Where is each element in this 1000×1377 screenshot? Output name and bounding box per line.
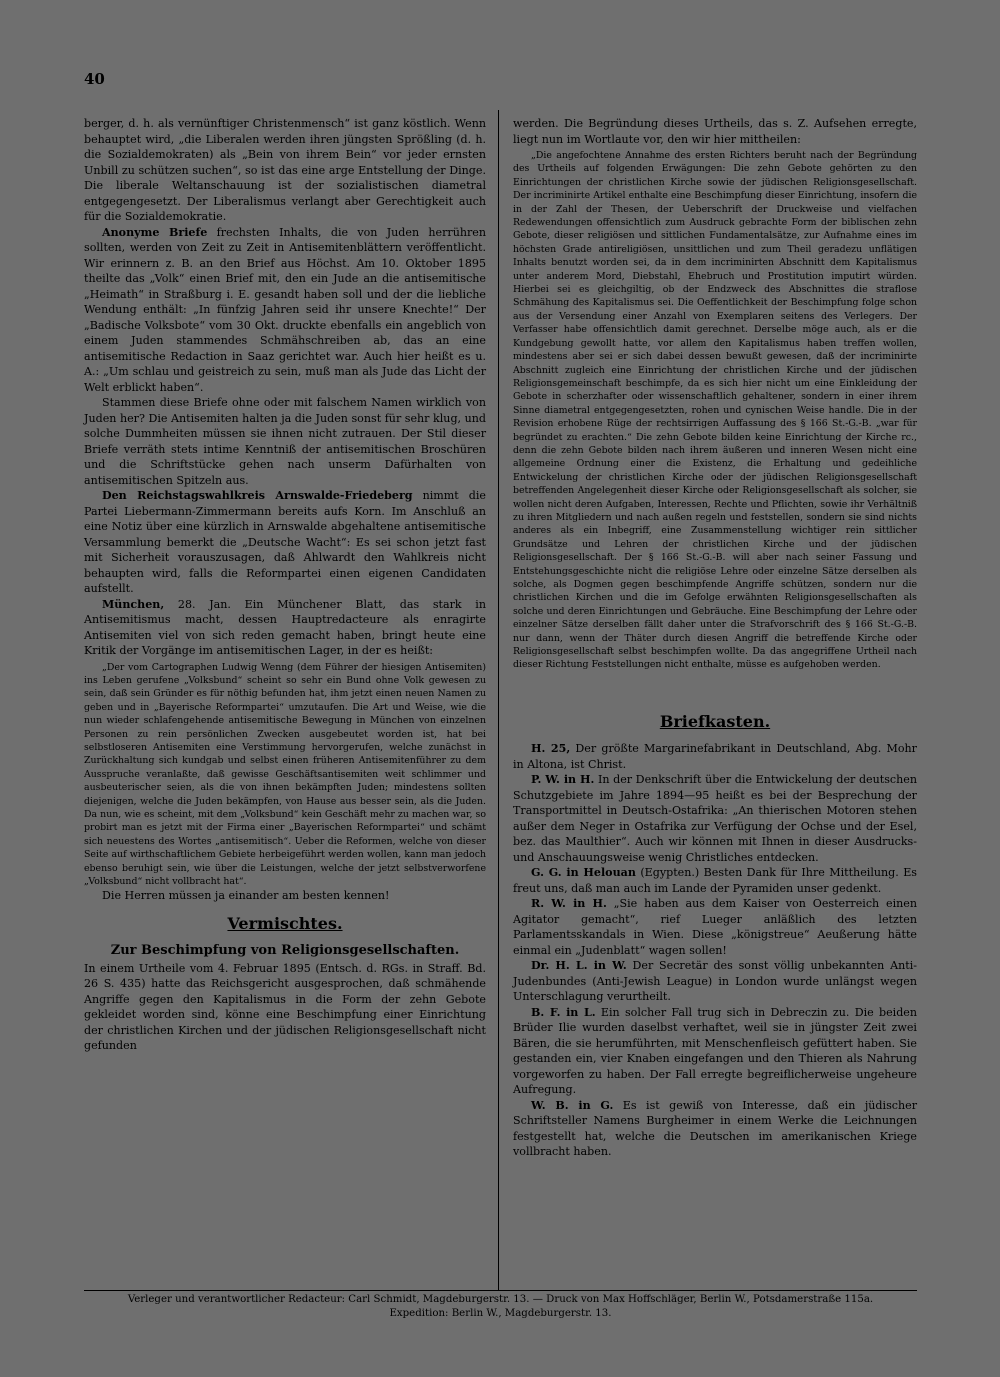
lead-arnswalde: Den Reichstagswahlkreis Arnswalde-Friedeberg bbox=[102, 489, 413, 502]
quote-verdict: „Die angefochtene Annahme des ersten Richters beruht nach der Begründung des Urtheils auf folgenden Erwägungen: Die zehn Gebote gehörten zu den Einrichtungen der christlichen Kirche sowie der jüdischen Religionsgesellschaft. Der incriminirte Artikel enthalte eine Beschimpfung dieser Einrichtung, insofern die in der Zahl der Thesen, der Ueberschrift der Druckweise und vielfachen Redewendungen offensichtlich zum Ausdruck gebrachte Form der biblischen zehn Gebote, dieser religiösen und sittlichen Fundamentalsätze, zur Aufnahme eines im höchsten Grade antireligiösen, unsittlichen und zum Theil geradezu unflätigen Inhalts benutzt worden sei, da in dem incriminirten Abschnitt dem Kapitalismus unter anderem Mord, Diebstahl, Ehebruch und Prostitution imputirt würden. Hierbei sei es gleichgiltig, ob der Endzweck des Abschnittes die straflose Schmähung des Kapitalismus sei. Die Oeffentlichkeit der Beschimpfung folge schon aus der Versendung einer Anzahl von Exemplaren seitens des Verlegers. Der Verfasser habe offensichtlich damit gerechnet. Derselbe möge auch, als er die Kundgebung gewollt hatte, vor allem den Kapitalismus haben treffen wollen, mindestens aber sei er sich dabei dessen bewußt gewesen, daß der incriminirte Abschnitt zugleich eine Einrichtung der christlichen Kirche und der jüdischen Religionsgemeinschaft beschimpfe, da es sich hier nicht um eine Einkleidung der Gebote in scherzhafter oder wissenschaftlich gehaltener, sondern in einer ihrem Sinne diametral entgegengesetzten, rohen und cynischen Weise handle. Die in der Revision erhobene Rüge der rechtsirrigen Auffassung des § 166 St.-G.-B. „war für begründet zu erachten.“ Die zehn Gebote bilden keine Einrichtung der Kirche rc., denn die zehn Gebote bilden nach ihrem äußeren und inneren Wesen nicht eine allgemeine Ordnung einer die Existenz, die Erhaltung und gedeihliche Entwickelung der christlichen Kirche oder der jüdischen Religionsgesellschaft betreffenden Angelegenheit dieser Kirche oder Religionsgesellschaft als solcher, sie wollen nicht deren Aufgaben, Interessen, Rechte und Pflichten, sowie ihr Verhältniß zu ihren Mitgliedern und nach außen regeln und feststellen, sondern sie sind nichts anderes als ein Inbegriff, eine Zusammenstellung wichtiger rein sittlicher Grundsätze und Lehren der christlichen Kirche und der jüdischen Religionsgesellschaft. Der § 166 St.-G.-B. will aber nach seiner Fassung und Entstehungsgeschichte nicht die religiöse Lehre oder einzelne Sätze derselben als solche, als Dogmen gegen beschimpfende Angriffe schützen, sondern nur die christlichen Kirchen und die im Gefolge erwähnten Religionsgesellschaften als solche und deren Einrichtungen und Gebräuche. Eine Beschimpfung der Lehre oder einzelner Sätze derselben fällt daher unter die Strafvorschrift des § 166 St.-G.-B. nur dann, wenn der Thäter durch diesen Angriff die betreffende Kirche oder Religionsgesellschaft selbst beschimpfen wollte. Da das angegriffene Urtheil nach dieser Richtung Feststellungen nicht enthalte, müsse es aufgehoben werden. bbox=[513, 150, 917, 671]
letter-item bbox=[513, 772, 917, 865]
letter-lead: R. W. in H. bbox=[531, 897, 607, 911]
lead-anonymous-letters: Anonyme Briefe bbox=[102, 225, 208, 239]
letter-text: Der größte Margarinefabrikant in Deutschland, Abg. Mohr in Altona, ist Christ. bbox=[513, 742, 917, 771]
footer-divider bbox=[84, 1290, 917, 1291]
paragraph-liberalism: berger, d. h. als vernünftiger Christenmensch“ ist ganz köstlich. Wenn behauptet wird, „die Liberalen werden ihren jüngsten Sprößling (d. h. die Sozialdemokraten) als „Bein von ihrem Bein“ vor jeder ernsten Unbill zu schützen suchen“, so ist das eine arge Entstellung der Dinge. Die liberale Weltanschauung ist der sozialistischen diametral entgegengesetzt. Der Liberalismus verlangt aber Gerechtigkeit auch für die Sozialdemokratie. bbox=[84, 117, 486, 223]
paragraph-reichsgericht: In einem Urtheile vom 4. Februar 1895 (Entsch. d. RGs. in Straff. Bd. 26 S. 435) hatte das Reichsgericht ausgesprochen, daß schmähende Angriffe gegen den Kapitalismus in die Form der zehn Gebote gekleidet worden sind, könne eine Beschimpfung einer Einrichtung der christlichen Kirchen und der jüdischen Religionsgesellschaft nicht gefunden bbox=[84, 961, 486, 1053]
quote-volksbund: „Der vom Cartographen Ludwig Wenng (dem Führer der hiesigen Antisemiten) ins Leben gerufene „Volksbund“ scheint so sehr ein Bund ohne Volk gewesen zu sein, daß sein Gründer es für nöthig befunden hat, ihm jetzt einen neuen Namen zu geben und in „Bayerische Reformpartei“ umzutaufen. Die Art und Weise, wie die nun wieder schlafengehende antisemitische Bewegung in München von einzelnen Personen zu rein persönlichen Zwecken ausgebeutet worden ist, hat bei selbstloseren Antisemiten eine Verstimmung hervorgerufen, welche zunächst in Zurückhaltung sich kundgab und selbst einen früheren Antisemitenführer zu dem Ausspruche veranlaßte, daß gewisse Geschäftsantisemiten weit schlimmer und ausbeuterischer seien, als die von ihnen bekämpften Juden; mindestens sollten diejenigen, welche die Juden bekämpfen, von Hause aus besser sein, als die Juden. Da nun, wie es scheint, mit dem „Volksbund“ kein Geschäft mehr zu machen war, so probirt man es jetzt mit der Firma einer „Bayerischen Reformpartei“ und schämt sich neuestens des Wortes „antisemitisch“. Ueber die Reformen, welche von dieser Seite auf wirthschaftlichem Gebiete herbeigeführt werden wollen, kann man jedoch ebenso beruhigt sein, wie über die Leistungen, welche der jetzt selbstverworfene „Volksbund“ nicht vollbracht hat“. bbox=[84, 661, 486, 887]
spacer bbox=[513, 672, 917, 702]
letter-item bbox=[513, 896, 917, 958]
paragraph-arnswalde bbox=[84, 488, 486, 597]
text-arnswalde: nimmt die Partei Liebermann-Zimmermann bereits aufs Korn. Im Anschluß an eine Notiz über eine kürzlich in Arnswalde abgehaltene antisemitische Versammlung bemerkt die „Deutsche Wacht“: Es sei schon jetzt fast mit Sicherheit vorauszusagen, daß Ahlwardt den Wahlkreis nicht behaupten wird, falls die Reformpartei einen eigenen Candidaten aufstellt. bbox=[84, 489, 486, 595]
letter-item bbox=[513, 865, 917, 896]
text-munich: 28. Jan. Ein Münchener Blatt, das stark in Antisemitismus macht, dessen Hauptredacteure als enragirte Antisemiten viel von sich reden gemacht haben, bringt heute eine Kritik der Vorgänge im antisemitischen Lager, in der es heißt: bbox=[84, 597, 486, 657]
imprint-line-expedition: Expedition: Berlin W., Magdeburgerstr. 13. bbox=[389, 1308, 612, 1319]
right-column bbox=[513, 116, 917, 1160]
letter-lead: Dr. H. L. in W. bbox=[531, 959, 627, 973]
paragraph-letters-origin: Stammen diese Briefe ohne oder mit falschem Namen wirklich von Juden her? Die Antisemiten halten ja die Juden sonst für sehr klug, und solche Dummheiten müssen sie ihnen nicht zutrauen. Der Stil dieser Briefe verräth stets intime Kenntniß der antisemitischen Broschüren und die Schriftstücke gehen nach unserm Dafürhalten von antisemitischen Spitzeln aus. bbox=[84, 396, 486, 487]
letter-item bbox=[513, 741, 917, 772]
letter-lead: W. B. in G. bbox=[531, 1098, 614, 1112]
letter-item bbox=[513, 1098, 917, 1160]
letter-lead: H. 25, bbox=[531, 742, 571, 756]
letter-lead: G. G. in Helouan bbox=[531, 866, 636, 880]
letter-text: Der Secretär des sonst völlig unbekannten Anti-Judenbundes (Anti-Jewish League) in London wurde unlängst wegen Unterschlagung verurtheilt. bbox=[513, 959, 918, 1004]
page-number: 40 bbox=[84, 70, 105, 88]
left-column bbox=[84, 116, 486, 1054]
letter-lead: P. W. in H. bbox=[531, 773, 595, 787]
paragraph-gentlemen: Die Herren müssen ja einander am besten kennen! bbox=[102, 889, 390, 903]
text-anonymous-letters: frechsten Inhalts, die von Juden herrühren sollten, werden von Zeit zu Zeit in Antisemitenblättern veröffentlicht. Wir erinnern z. B. an den Brief aus Höchst. Am 10. Oktober 1895 theilte das „Volk“ einen Brief mit, den ein Jude an die antisemitische „Heimath“ in Straßburg i. E. gesandt haben soll und der die liebliche Wendung enthält: „In fünfzig Jahren seid ihr unsere Knechte!“ Der „Badische Volksbote“ vom 30 Okt. druckte ebenfalls ein angeblich von einem Juden stammendes Schmähschreiben ab, das an eine antisemitische Redaction in Saaz gerichtet war. Auch hier heißt es u. A.: „Um schlau und geistreich zu sein, muß man als Jude das Licht der Welt erblickt haben“. bbox=[84, 225, 486, 394]
letter-item bbox=[513, 958, 917, 1005]
letter-text: „Sie haben aus dem Kaiser von Oesterreich einen Agitator gemacht“, rief Lueger anläßlich des letzten Parlamentsskandals in Wien. Diese „königstreue“ Aeußerung hätte einmal ein „Judenblatt“ wagen sollen! bbox=[513, 897, 918, 957]
paragraph-anonymous-letters bbox=[84, 225, 486, 396]
paragraph-munich bbox=[84, 597, 486, 659]
column-divider bbox=[498, 110, 499, 1290]
heading-vermischtes: Vermischtes. bbox=[227, 913, 343, 933]
paragraph-verdict-intro: werden. Die Begründung dieses Urtheils, das s. Z. Aufsehen erregte, liegt nun im Wortlaute vor, den wir hier mittheilen: bbox=[513, 117, 917, 146]
letter-text: In der Denkschrift über die Entwickelung der deutschen Schutzgebiete im Jahre 1894—95 heißt es bei der Besprechung der Transportmittel in Deutsch-Ostafrika: „An thierischen Motoren stehen außer dem Neger in Ostafrika zur Verfügung der Ochse und der Esel, bez. das Maulthier“. Auch wir können mit Ihnen in dieser Ausdrucks- und Anschauungsweise wenig Christliches entdecken. bbox=[513, 773, 917, 864]
letter-text: (Egypten.) Besten Dank für Ihre Mittheilung. Es freut uns, daß man auch im Lande der Pyramiden unser gedenkt. bbox=[513, 866, 917, 895]
imprint-line-publisher: Verleger und verantwortlicher Redacteur: Carl Schmidt, Magdeburgerstr. 13. — Druck von Max Hoffschläger, Berlin W., Potsdamerstraße 115a. bbox=[127, 1294, 874, 1305]
heading-briefkasten: Briefkasten. bbox=[659, 711, 771, 731]
lead-munich: München, bbox=[102, 597, 165, 611]
subheading-religious-societies: Zur Beschimpfung von Religionsgesellschaften. bbox=[110, 943, 460, 959]
letter-text: Es ist gewiß von Interesse, daß ein jüdischer Schriftsteller Namens Burgheimer in einem Werke die Leichnungen festgestellt hat, welche die Deutschen im amerikanischen Kriege vollbracht haben. bbox=[513, 1098, 917, 1159]
letter-item bbox=[513, 1005, 917, 1098]
imprint-footer bbox=[84, 1293, 917, 1321]
letter-text: Ein solcher Fall trug sich in Debreczin zu. Die beiden Brüder Ilie wurden daselbst verhaftet, weil sie in jüngster Zeit zwei Bären, die sie herumführten, mit Menschenfleisch gefüttert haben. Sie gestanden ein, vier Knaben eingefangen und den Thieren als Nahrung vorgeworfen zu haben. Der Fall erregte begreiflicherweise ungeheure Aufregung. bbox=[513, 1005, 918, 1097]
letter-lead: B. F. in L. bbox=[531, 1005, 596, 1019]
